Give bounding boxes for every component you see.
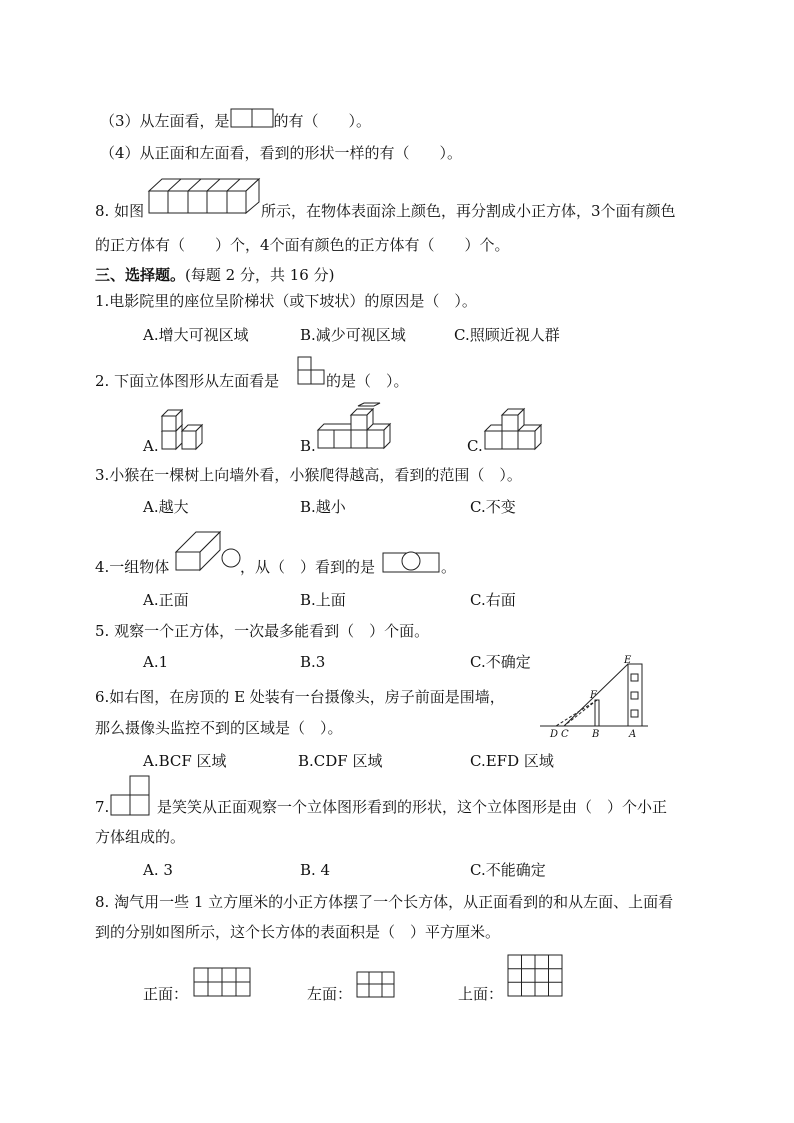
q6-label-d: D — [550, 729, 559, 740]
q7-number: 7. — [95, 798, 110, 816]
q8-line-2-text: 的正方体有（ ）个，4个面有颜色的正方体有（ ）个。 — [95, 236, 510, 254]
q5-stem: 5. 观察一个正方体，一次最多能看到（ ）个面。 — [95, 622, 430, 640]
q8-left-view-grid — [356, 971, 396, 999]
q7-3-post: 的有（ ）。 — [273, 112, 372, 130]
q8-top-view-grid — [507, 954, 563, 998]
q2-option-c-cubes-figure[interactable] — [483, 405, 543, 451]
q8-left-label: 左面： — [307, 985, 353, 1003]
two-square-left-view-figure — [230, 108, 274, 128]
q3-option-c[interactable]: C.不变 — [470, 498, 516, 516]
q8-line-2 — [95, 235, 510, 255]
section-3-note: (每题 2 分，共 16 分) — [185, 266, 335, 284]
q6-label-f: F — [590, 690, 597, 701]
q8-line-1-rest — [261, 201, 676, 221]
q2-stem-pre: 2. 下面立体图形从左面看是 — [95, 372, 280, 390]
q3-option-a[interactable]: A.越大 — [143, 498, 189, 516]
q8-front-label: 正面： — [143, 985, 189, 1003]
section-3-heading — [95, 265, 334, 285]
q1-option-c[interactable]: C.照顾近视人群 — [454, 326, 560, 344]
q6-label-b: B — [592, 729, 600, 740]
q5-option-b[interactable]: B.3 — [300, 653, 326, 671]
q4-option-c[interactable]: C.右面 — [470, 591, 516, 609]
q3-option-b[interactable]: B.越小 — [300, 498, 346, 516]
q6-option-c[interactable]: C.EFD 区域 — [470, 752, 554, 770]
section-3-title: 三、选择题。 — [95, 266, 186, 284]
q7-option-c[interactable]: C.不能确定 — [470, 861, 546, 879]
cuboid-five-cubes-figure — [148, 178, 260, 214]
q2-option-a-cubes-figure[interactable] — [160, 407, 204, 451]
q4-option-a[interactable]: A.正面 — [143, 591, 189, 609]
q6-label-c: C — [561, 729, 569, 740]
q7-stem-line-1: 是笑笑从正面观察一个立体图形看到的形状，这个立体图形是由（ ）个小正 — [157, 798, 668, 816]
q2-option-b-cubes-figure[interactable] — [316, 402, 392, 450]
q1-stem: 1.电影院里的座位呈阶梯状（或下坡状）的原因是（ ）。 — [95, 292, 477, 310]
q6-stem-line-1: 6.如右图，在房顶的 E 处装有一台摄像头，房子前面是围墙， — [95, 688, 505, 706]
camera-wall-diagram — [540, 654, 650, 740]
q2-option-a[interactable]: A. — [143, 437, 159, 455]
prism-and-ball-figure — [174, 528, 244, 572]
q6-label-a: A — [629, 729, 637, 740]
q6-option-b[interactable]: B.CDF 区域 — [298, 752, 383, 770]
q8-line-1 — [95, 201, 144, 221]
q7-stem-line-2: 方体组成的。 — [95, 828, 186, 846]
q3-stem: 3.小猴在一棵树上向墙外看，小猴爬得越高，看到的范围（ ）。 — [95, 466, 522, 484]
q6-label-e: E — [624, 655, 632, 666]
q5-option-a[interactable]: A.1 — [143, 653, 169, 671]
q7-option-b[interactable]: B. 4 — [300, 861, 331, 879]
q8-post: 所示，在物体表面涂上颜色，再分割成小正方体，3个面有颜色 — [261, 202, 676, 220]
q4-stem-post: 。 — [441, 558, 457, 576]
front-view-l-shape-figure — [110, 775, 150, 817]
q8-front-view-grid — [193, 967, 251, 997]
q2-option-b[interactable]: B. — [300, 437, 316, 455]
q4-option-b[interactable]: B.上面 — [300, 591, 346, 609]
q6-stem-line-2: 那么摄像头监控不到的区域是（ ）。 — [95, 719, 343, 737]
q5-option-c[interactable]: C.不确定 — [470, 653, 531, 671]
q7-option-a[interactable]: A. 3 — [143, 861, 173, 879]
rect-with-circle-view-figure — [382, 550, 440, 574]
q8-top-label: 上面： — [458, 985, 504, 1003]
q2-option-c[interactable]: C. — [467, 437, 483, 455]
q4-stem-pre: 4.一组物体 — [95, 558, 170, 576]
q8-stem-line-2: 到的分别如图所示，这个长方体的表面积是（ ）平方厘米。 — [95, 923, 501, 941]
q8-stem-line-1: 8. 淘气用一些 1 立方厘米的小正方体摆了一个长方体，从正面看到的和从左面、上面看 — [95, 893, 674, 911]
q7-4-text: （4）从正面和左面看，看到的形状一样的有（ ）。 — [100, 144, 463, 162]
q6-option-a[interactable]: A.BCF 区域 — [143, 752, 227, 770]
q7-3-pre: （3）从左面看，是 — [100, 112, 230, 130]
q1-option-a[interactable]: A.增大可视区域 — [143, 326, 249, 344]
q2-stem-post: 的是（ ）。 — [326, 372, 409, 390]
q1-option-b[interactable]: B.减少可视区域 — [300, 326, 406, 344]
q4-stem-mid: ，从（ ）看到的是 — [240, 558, 376, 576]
q8-pre: 8. 如图 — [95, 202, 145, 220]
q7-4-line — [100, 143, 462, 163]
q7-3-line — [100, 108, 371, 131]
left-view-l-shape-figure — [297, 356, 325, 386]
